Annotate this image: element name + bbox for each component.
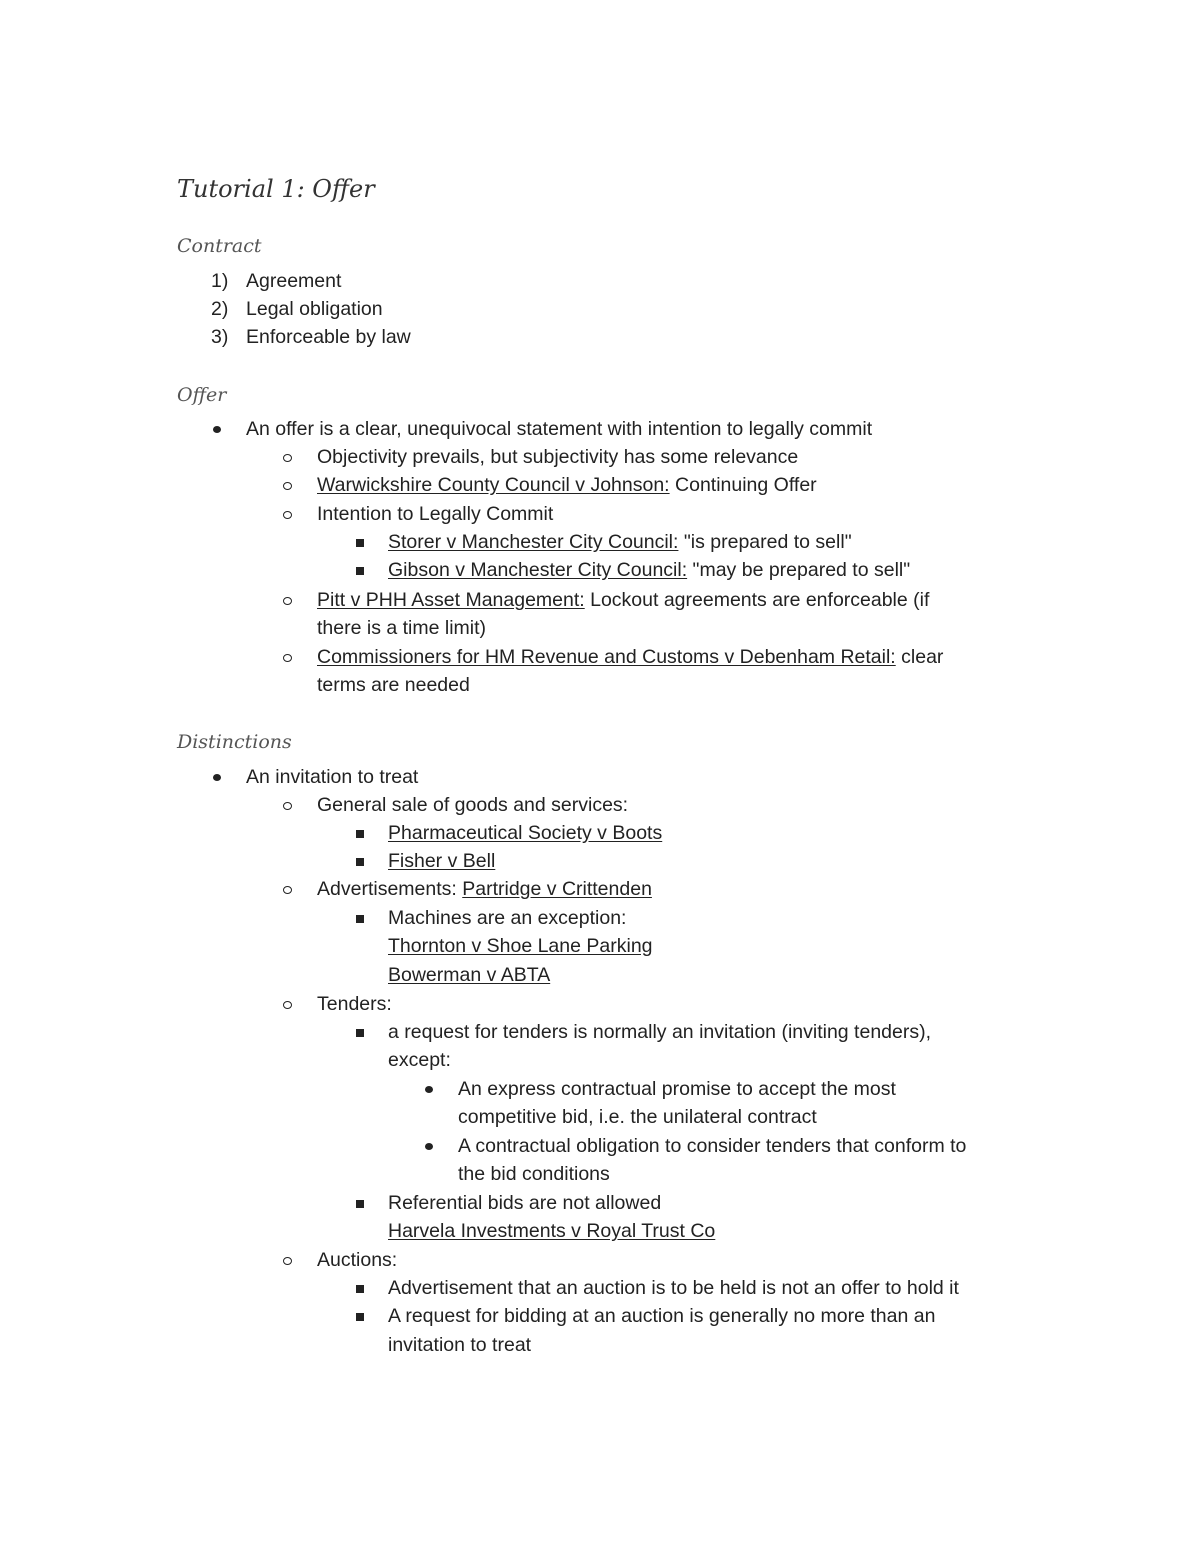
list-item-continuation: except: bbox=[388, 1049, 451, 1071]
list-number: 1) bbox=[211, 270, 229, 292]
circle-bullet-icon bbox=[283, 482, 292, 490]
list-item bbox=[317, 586, 929, 614]
square-bullet-icon bbox=[356, 1029, 364, 1037]
square-bullet-icon bbox=[356, 915, 364, 923]
square-bullet-icon bbox=[356, 539, 364, 547]
case-note: Continuing Offer bbox=[669, 474, 817, 496]
case-citation: Storer v Manchester City Council: bbox=[388, 531, 679, 553]
circle-bullet-icon bbox=[283, 454, 292, 462]
square-bullet-icon bbox=[356, 1285, 364, 1293]
list-item bbox=[388, 556, 910, 584]
list-item-continuation: the bid conditions bbox=[458, 1163, 610, 1185]
circle-bullet-icon bbox=[283, 1001, 292, 1009]
list-item: A request for bidding at an auction is generally no more than an bbox=[388, 1305, 936, 1327]
bullet-icon bbox=[213, 774, 221, 781]
list-item: A contractual obligation to consider tenders that conform to bbox=[458, 1135, 967, 1157]
section-heading-distinctions: Distinctions bbox=[177, 731, 292, 753]
list-item: Referential bids are not allowed bbox=[388, 1192, 662, 1214]
list-item bbox=[317, 471, 817, 499]
circle-bullet-icon bbox=[283, 597, 292, 605]
list-item: Auctions: bbox=[317, 1249, 398, 1271]
case-note: Lockout agreements are enforceable (if bbox=[584, 589, 930, 611]
list-item: Legal obligation bbox=[246, 298, 383, 320]
list-item bbox=[317, 643, 943, 671]
list-number: 3) bbox=[211, 326, 229, 348]
list-item: General sale of goods and services: bbox=[317, 794, 629, 816]
circle-bullet-icon bbox=[283, 802, 292, 810]
list-item: An invitation to treat bbox=[246, 766, 419, 788]
list-item: Intention to Legally Commit bbox=[317, 503, 554, 525]
bullet-icon bbox=[213, 426, 221, 433]
section-heading-offer: Offer bbox=[177, 384, 227, 406]
list-label: Advertisements: bbox=[317, 878, 463, 900]
list-item: An offer is a clear, unequivocal statement with intention to legally commit bbox=[246, 418, 873, 440]
case-citation: Harvela Investments v Royal Trust Co bbox=[388, 1220, 716, 1242]
list-item: Tenders: bbox=[317, 993, 392, 1015]
case-citation: Bowerman v ABTA bbox=[388, 964, 551, 986]
list-item: a request for tenders is normally an invitation (inviting tenders), bbox=[388, 1021, 932, 1043]
bullet-icon bbox=[425, 1086, 433, 1093]
list-item bbox=[388, 528, 852, 556]
case-citation: Commissioners for HM Revenue and Customs v Debenham Retail: bbox=[317, 646, 896, 668]
list-item-continuation: there is a time limit) bbox=[317, 617, 487, 639]
case-citation: Thornton v Shoe Lane Parking bbox=[388, 935, 653, 957]
circle-bullet-icon bbox=[283, 654, 292, 662]
circle-bullet-icon bbox=[283, 886, 292, 894]
case-note: clear bbox=[895, 646, 944, 668]
list-item-continuation: invitation to treat bbox=[388, 1334, 532, 1356]
list-item bbox=[317, 875, 652, 903]
case-citation: Pitt v PHH Asset Management: bbox=[317, 589, 585, 611]
case-citation: Fisher v Bell bbox=[388, 850, 496, 872]
list-number: 2) bbox=[211, 298, 229, 320]
case-note: "may be prepared to sell" bbox=[687, 559, 911, 581]
square-bullet-icon bbox=[356, 1200, 364, 1208]
circle-bullet-icon bbox=[283, 511, 292, 519]
square-bullet-icon bbox=[356, 567, 364, 575]
list-item: Agreement bbox=[246, 270, 342, 292]
section-heading-contract: Contract bbox=[177, 235, 262, 257]
list-item-continuation: competitive bid, i.e. the unilateral contract bbox=[458, 1106, 817, 1128]
square-bullet-icon bbox=[356, 1313, 364, 1321]
document-title: Tutorial 1: Offer bbox=[177, 175, 375, 203]
case-citation: Gibson v Manchester City Council: bbox=[388, 559, 688, 581]
list-item: Machines are an exception: bbox=[388, 907, 627, 929]
bullet-icon bbox=[425, 1143, 433, 1150]
list-item: Advertisement that an auction is to be held is not an offer to hold it bbox=[388, 1277, 959, 1299]
case-note: "is prepared to sell" bbox=[678, 531, 852, 553]
square-bullet-icon bbox=[356, 830, 364, 838]
square-bullet-icon bbox=[356, 858, 364, 866]
list-item: Enforceable by law bbox=[246, 326, 411, 348]
case-citation: Pharmaceutical Society v Boots bbox=[388, 822, 663, 844]
list-item-continuation: terms are needed bbox=[317, 674, 470, 696]
case-citation: Partridge v Crittenden bbox=[462, 878, 652, 900]
list-item: An express contractual promise to accept the most bbox=[458, 1078, 896, 1100]
list-item: Objectivity prevails, but subjectivity has some relevance bbox=[317, 446, 799, 468]
circle-bullet-icon bbox=[283, 1257, 292, 1265]
case-citation: Warwickshire County Council v Johnson: bbox=[317, 474, 670, 496]
